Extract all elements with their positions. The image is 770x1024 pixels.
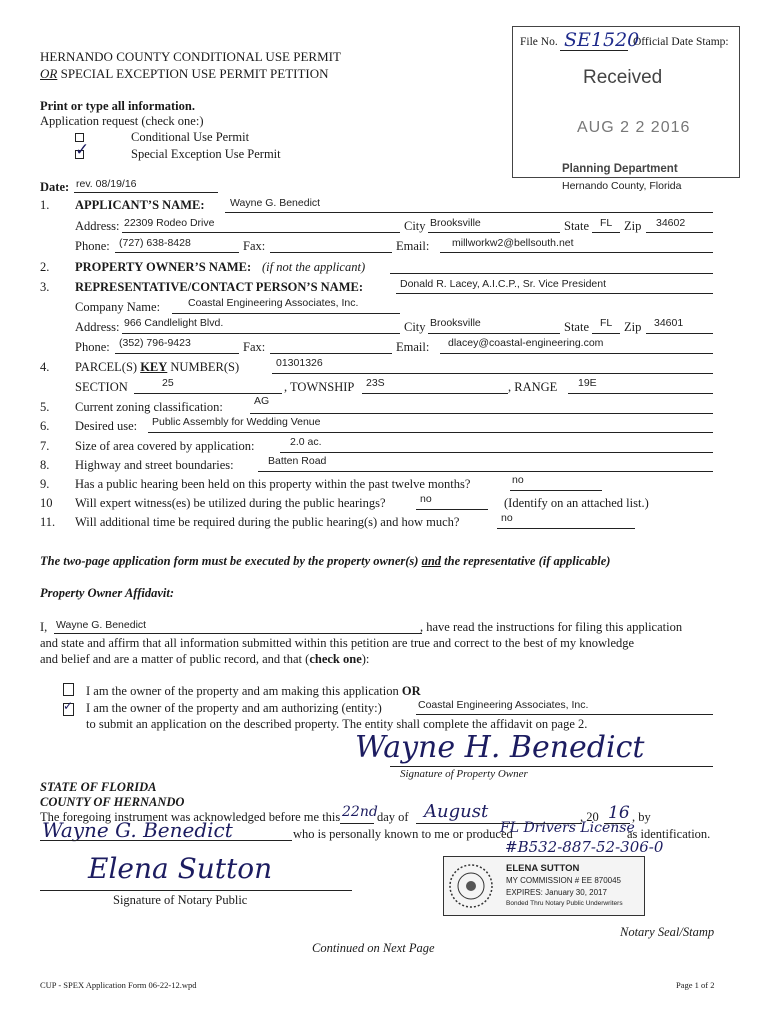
applicant-name: Wayne G. Benedict (230, 197, 321, 209)
notary-signature-label: Signature of Notary Public (113, 893, 248, 907)
official-stamp-label: Official Date Stamp: (633, 36, 729, 48)
applicant-zip-label: Zip (624, 219, 642, 233)
print-instruction: Print or type all information. (40, 99, 195, 113)
stamp-department: Planning Department (562, 163, 678, 175)
range-label: , RANGE (508, 380, 558, 394)
affidavit-title: Property Owner Affidavit: (40, 586, 175, 600)
rep-fax-label: Fax: (243, 340, 266, 354)
page-number: Page 1 of 2 (676, 980, 715, 990)
notary-id-suffix: as identification. (627, 827, 711, 841)
notary-month: August (424, 801, 489, 822)
affidavit-i: I, (40, 620, 48, 634)
size-value: 2.0 ac. (290, 436, 322, 448)
title-rest: SPECIAL EXCEPTION USE PERMIT PETITION (57, 66, 329, 81)
time-value: no (501, 512, 513, 524)
owner-num: 2. (40, 260, 50, 274)
request-label: Application request (check one:) (40, 114, 204, 128)
notary-signature: Elena Sutton (88, 852, 273, 885)
rep-name: Donald R. Lacey, A.I.C.P., Sr. Vice President (400, 278, 607, 290)
applicant-email: millworkw2@bellsouth.net (452, 237, 574, 249)
rep-email-label: Email: (396, 340, 430, 354)
rep-address-label: Address: (75, 320, 120, 334)
roads-label: Highway and street boundaries: (75, 458, 234, 472)
rep-state: FL (600, 317, 613, 329)
applicant-state-label: State (564, 219, 589, 233)
notary-seal (443, 856, 645, 916)
expert-num: 10 (40, 496, 53, 510)
rep-num: 3. (40, 280, 50, 294)
notary-state: STATE OF FLORIDA (40, 780, 157, 794)
rep-address: 966 Candlelight Blvd. (124, 317, 224, 329)
date-value: rev. 08/19/16 (76, 178, 137, 190)
rep-state-label: State (564, 320, 589, 334)
file-no-label: File No. (520, 36, 558, 48)
owner-signature-label: Signature of Property Owner (400, 768, 528, 780)
affidavit-line1-rest: , have read the instructions for filing this application (420, 620, 683, 634)
section-label: SECTION (75, 380, 128, 394)
use-num: 6. (40, 419, 50, 433)
notary-seal-label: Notary Seal/Stamp (620, 925, 715, 939)
time-label: Will additional time be required during the public hearing(s) and how much? (75, 515, 460, 529)
florida-seal-icon (448, 858, 494, 914)
rep-zip: 34601 (654, 317, 684, 329)
owner-signature: Wayne H. Benedict (355, 730, 645, 765)
applicant-address-label: Address: (75, 219, 120, 233)
notary-id-type: FL Drivers License (500, 820, 635, 836)
parcel-key-value: 01301326 (276, 357, 323, 369)
notary-day-of: day of (377, 810, 409, 824)
parcel-label: PARCEL(S) KEY NUMBER(S) (75, 360, 240, 374)
continued-note: Continued on Next Page (312, 941, 435, 955)
rep-label: REPRESENTATIVE/CONTACT PERSON’S NAME: (75, 280, 364, 294)
affidavit-owner-name: Wayne G. Benedict (56, 619, 147, 631)
seal-notary-name: ELENA SUTTON (506, 863, 580, 874)
section-value: 25 (162, 377, 174, 389)
option-sep: Special Exception Use Permit (131, 147, 281, 161)
expert-note: (Identify on an attached list.) (504, 496, 649, 510)
notary-county: COUNTY OF HERNANDO (40, 795, 185, 809)
township-value: 23S (366, 377, 385, 389)
rep-phone-label: Phone: (75, 340, 110, 354)
applicant-email-label: Email: (396, 239, 430, 253)
roads-num: 8. (40, 458, 50, 472)
size-num: 7. (40, 439, 50, 453)
size-label: Size of area covered by application: (75, 439, 255, 453)
execution-notice: The two-page application form must be executed by the property owner(s) and the representative (if applicable) (40, 554, 611, 568)
time-num: 11. (40, 515, 56, 529)
use-label: Desired use: (75, 419, 138, 433)
notary-day: 22nd (342, 804, 378, 820)
expert-label: Will expert witness(es) be utilized during the public hearings? (75, 496, 386, 510)
applicant-phone-label: Phone: (75, 239, 110, 253)
form-title-line2 (40, 66, 329, 82)
parcel-num: 4. (40, 360, 50, 374)
township-label: , TOWNSHIP (284, 380, 355, 394)
file-no-value: SE1520 (564, 29, 640, 51)
notary-id-number: #B532-887-52-306-0 (505, 838, 664, 856)
stamp-county: Hernando County, Florida (562, 180, 682, 192)
stamp-received: Received (583, 67, 663, 88)
rep-email: dlacey@coastal-engineering.com (448, 337, 604, 349)
applicant-fax-label: Fax: (243, 239, 266, 253)
notary-who-text: who is personally known to me or produced (293, 827, 513, 841)
rep-city: Brooksville (430, 317, 481, 329)
notary-year: 16 (608, 803, 630, 823)
seal-expires: EXPIRES: January 30, 2017 (506, 888, 607, 897)
date-label: Date: (40, 180, 70, 194)
option-cup: Conditional Use Permit (131, 130, 250, 144)
roads-value: Batten Road (268, 455, 327, 467)
sep-check-mark: ✓ (75, 140, 90, 160)
applicant-zip: 34602 (656, 217, 686, 229)
owner-label: PROPERTY OWNER’S NAME: (75, 260, 252, 274)
rep-company-label: Company Name: (75, 300, 161, 314)
zoning-label: Current zoning classification: (75, 400, 223, 414)
hearing-label: Has a public hearing been held on this property within the past twelve months? (75, 477, 471, 491)
stamp-date: AUG 2 2 2016 (577, 119, 691, 136)
owner-applying-checkbox[interactable] (63, 683, 74, 696)
affidavit-line3: and belief and are a matter of public record, and that (check one): (40, 652, 370, 666)
zoning-num: 5. (40, 400, 50, 414)
notary-signer-name: Wayne G. Benedict (42, 818, 233, 842)
applicant-address: 22309 Rodeo Drive (124, 217, 215, 229)
applicant-phone: (727) 638-8428 (119, 237, 191, 249)
notary-year-prefix: , 20 (580, 810, 599, 824)
owner-note: (if not the applicant) (262, 260, 366, 274)
affidavit-option2-cont: to submit an application on the described property. The entity shall complete the affidavit on page 2. (86, 717, 588, 731)
form-title-line1: HERNANDO COUNTY CONDITIONAL USE PERMIT (40, 49, 341, 64)
affidavit-line2: and state and affirm that all information submitted within this petition are true and correct to the best of my knowledge (40, 636, 635, 650)
zoning-value: AG (254, 395, 270, 407)
rep-city-label: City (404, 320, 426, 334)
applicant-num: 1. (40, 198, 50, 212)
authorized-entity: Coastal Engineering Associates, Inc. (418, 699, 589, 711)
expert-value: no (420, 493, 432, 505)
rep-phone: (352) 796-9423 (119, 337, 191, 349)
rep-company: Coastal Engineering Associates, Inc. (188, 297, 359, 309)
authorizing-check-mark: ✓ (63, 699, 74, 713)
applicant-label: APPLICANT’S NAME: (75, 198, 205, 212)
rep-zip-label: Zip (624, 320, 642, 334)
notary-by: , by (632, 810, 651, 824)
title-or: OR (40, 66, 58, 81)
seal-commission: MY COMMISSION # EE 870045 (506, 876, 622, 885)
seal-bonded: Bonded Thru Notary Public Underwriters (506, 900, 623, 907)
hearing-value: no (512, 474, 524, 486)
applicant-city: Brooksville (430, 217, 481, 229)
applicant-city-label: City (404, 219, 426, 233)
affidavit-option1: I am the owner of the property and am making this application OR (86, 684, 421, 698)
range-value: 19E (578, 377, 597, 389)
form-id: CUP - SPEX Application Form 06-22-12.wpd (40, 980, 197, 990)
hearing-num: 9. (40, 477, 50, 491)
affidavit-option2: I am the owner of the property and am authorizing (entity:) (86, 701, 382, 715)
notary-ack-text: The foregoing instrument was acknowledged before me this (40, 810, 341, 824)
applicant-state: FL (600, 217, 613, 229)
use-value: Public Assembly for Wedding Venue (152, 416, 321, 428)
